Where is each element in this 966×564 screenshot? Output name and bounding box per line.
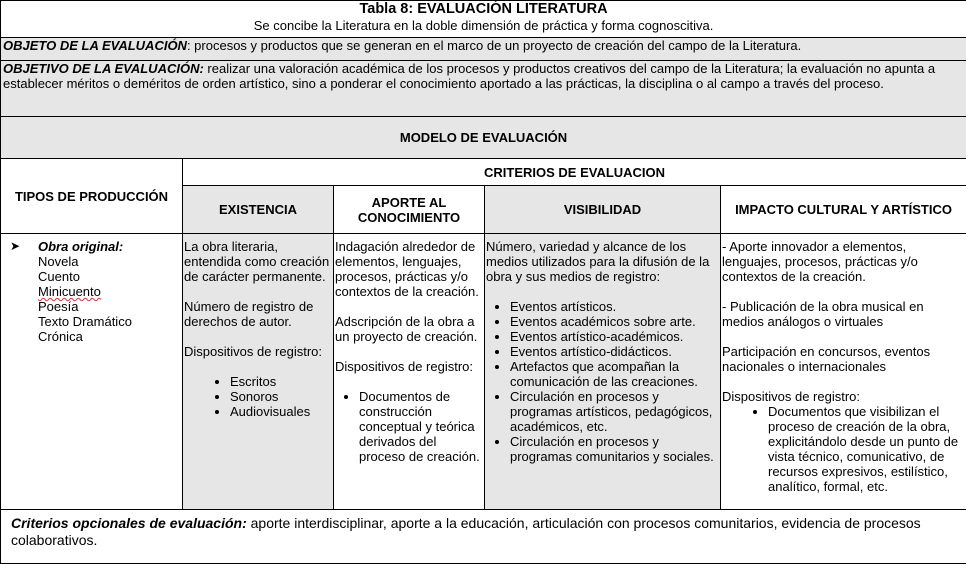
objeto-label: OBJETO DE LA EVALUACIÓN [3,38,187,53]
impacto-p4: Dispositivos de registro: [722,389,965,404]
aporte-p3: Dispositivos de registro: [335,359,483,374]
tipos-cell [1,234,183,510]
footer-label: Criterios opcionales de evaluación: [11,515,247,531]
objeto-text: : procesos y productos que se generan en el marco de un proyecto de creación del campo de la Literatura. [187,38,801,53]
table-subtitle: Se concibe la Literatura en la doble dimensión de práctica y forma cognoscitiva. [3,18,964,34]
tipos-list [38,254,132,344]
aporte-p2: Adscripción de la obra a un proyecto de creación. [335,314,483,344]
list-item: • Audiovisuales [230,404,332,419]
col-header-aporte: APORTE AL CONOCIMIENTO [334,186,485,234]
objetivo-label: OBJETIVO DE LA EVALUACIÓN: [3,61,204,76]
impacto-list [722,404,965,494]
footer-text: aporte interdisciplinar, aporte a la educación, articulación con procesos comunitarios, evidencia de procesos colaborativos. [11,515,921,548]
table-title-cell [1,1,966,38]
list-item: Minicuento [38,284,132,299]
arrow-bullet-icon: ➤ [2,239,38,344]
list-item: • Eventos artístico-académicos. [510,329,719,344]
visibilidad-p1: Número, variedad y alcance de los medios utilizados para la difusión de la obra y sus medios de registro: [486,239,719,284]
impacto-cell [721,234,966,510]
col-header-visibilidad: VISIBILIDAD [485,186,721,234]
list-item: • Documentos que visibilizan el proceso de creación de la obra, explicitándolo desde un punto de vista técnico, comunicativo, de recursos expresivos, estilístico, analítico, formal, etc. [768,404,965,494]
objetivo-text: realizar una valoración académica de los procesos y productos creativos del campo de la Literatura; la evaluación no apunta a establecer méritos o deméritos de orden artístico, sino a ponderar el conocimiento aportado a las prácticas, la disciplina o al campo a través del proceso. [3,61,935,91]
list-item: • Escritos [230,374,332,389]
list-item: • Eventos académicos sobre arte. [510,314,719,329]
existencia-list [184,374,332,419]
existencia-p2: Número de registro de derechos de autor. [184,299,332,329]
obra-original-label: Obra original: [38,239,132,254]
existencia-cell [183,234,334,510]
list-item: • Circulación en procesos y programas comunitarios y sociales. [510,434,719,464]
tipos-header: TIPOS DE PRODUCCIÓN [1,159,183,234]
list-item: • Eventos artístico-didácticos. [510,344,719,359]
list-item: • Artefactos que acompañan la comunicación de las creaciones. [510,359,719,389]
list-item: Poesía [38,299,132,314]
existencia-p1: La obra literaria, entendida como creación de carácter permanente. [184,239,332,284]
footer-criterios-opcionales [1,510,966,564]
impacto-p1: - Aporte innovador a elementos, lenguajes, procesos, prácticas y/o contextos de la creación. [722,239,965,284]
list-item: Texto Dramático [38,314,132,329]
list-item: • Circulación en procesos y programas artísticos, pedagógicos, académicos, etc. [510,389,719,434]
existencia-p3: Dispositivos de registro: [184,344,332,359]
list-item: Novela [38,254,132,269]
list-item: • Documentos de construcción conceptual y teórica derivados del proceso de creación. [359,389,483,464]
list-item: Cuento [38,269,132,284]
table-title: Tabla 8: EVALUACIÓN LITERATURA [3,1,964,18]
aporte-list [335,389,483,464]
col-header-existencia: EXISTENCIA [183,186,334,234]
col-header-impacto: IMPACTO CULTURAL Y ARTÍSTICO [721,186,966,234]
criterios-header: CRITERIOS DE EVALUACION [183,159,966,186]
impacto-p3: Participación en concursos, eventos nacionales o internacionales [722,344,965,374]
impacto-p2: - Publicación de la obra musical en medios análogos o virtuales [722,299,965,329]
modelo-heading: MODELO DE EVALUACIÓN [1,117,966,159]
list-item: • Eventos artísticos. [510,299,719,314]
list-item: Crónica [38,329,132,344]
visibilidad-cell [485,234,721,510]
obra-original-block [2,239,181,344]
aporte-cell [334,234,485,510]
aporte-p1: Indagación alrededor de elementos, lenguajes, procesos, prácticas y/o contextos de la creación. [335,239,483,299]
list-item: • Sonoros [230,389,332,404]
visibilidad-list [486,299,719,464]
objeto-row [1,38,966,61]
objetivo-row [1,61,966,117]
